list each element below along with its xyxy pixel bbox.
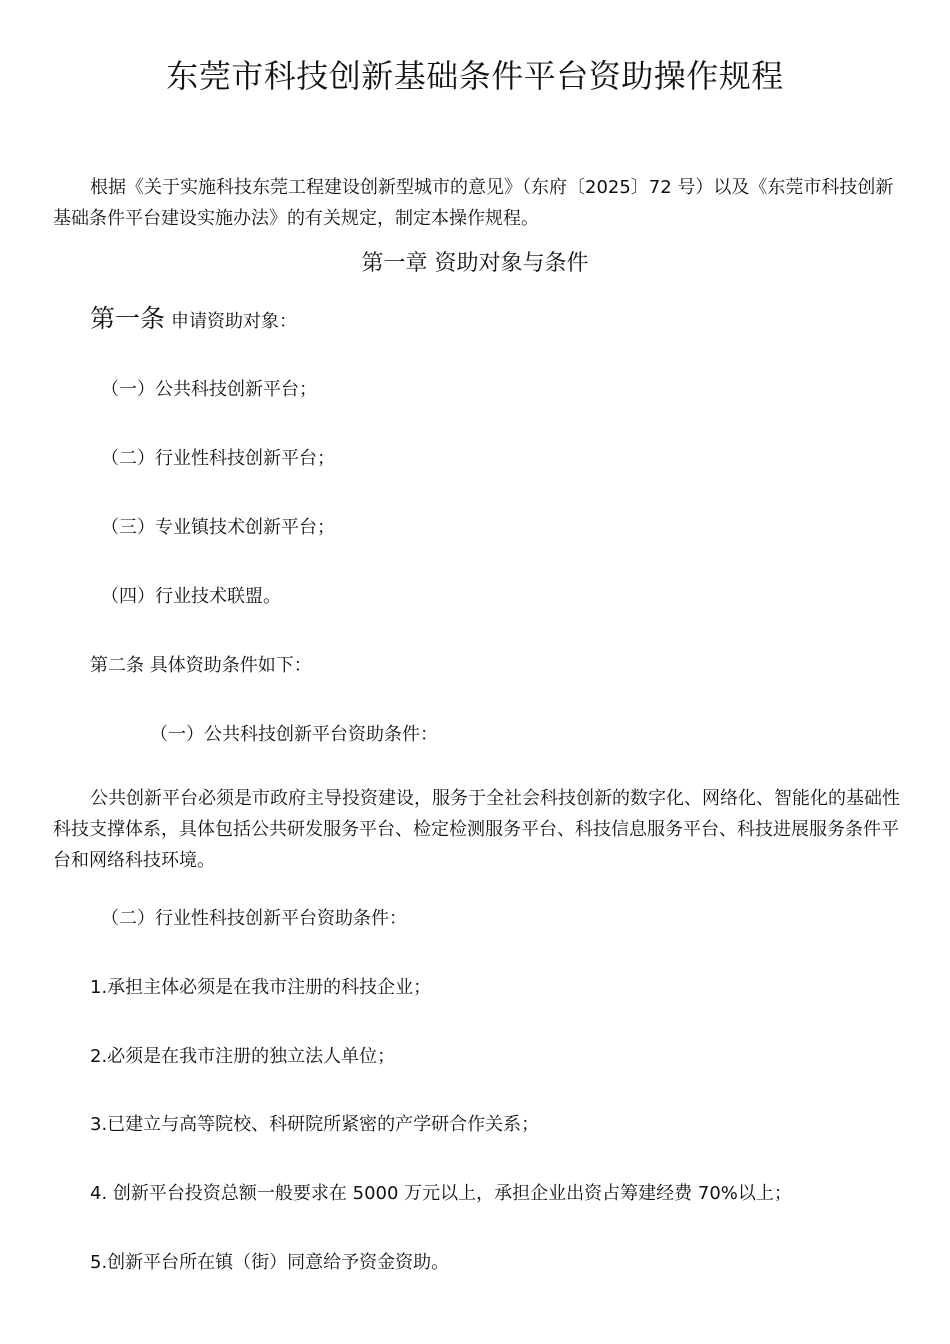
article-1-heading [90,305,297,336]
list-item: （三）专业镇技术创新平台； [101,517,335,538]
article-1-text: 申请资助对象： [171,311,298,332]
list-item: 2.必须是在我市注册的独立法人单位； [90,1046,396,1067]
document-title: 东莞市科技创新基础条件平台资助操作规程 [166,57,784,95]
list-item: 4. 创新平台投资总额一般要求在 5000 万元以上，承担企业出资占筹建经费 70%以上； [90,1183,792,1204]
subsection-1-heading: （一）公共科技创新平台资助条件： [150,724,438,745]
subsection-2-heading: （二）行业性科技创新平台资助条件： [101,908,407,929]
list-item: （四）行业技术联盟。 [101,586,281,607]
chapter-heading: 第一章 资助对象与条件 [361,251,589,276]
subsection-1-body: 公共创新平台必须是市政府主导投资建设，服务于全社会科技创新的数字化、网络化、智能化的基础性科技支撑体系，具体包括公共研发服务平台、检定检测服务平台、科技信息服务平台、科技进展服务条件平台和网络科技环境。 [53,788,900,871]
list-item: 5.创新平台所在镇（街）同意给予资金资助。 [90,1252,450,1273]
list-item: 3.已建立与高等院校、科研院所紧密的产学研合作关系； [90,1114,540,1135]
article-1-label: 第一条 [90,304,166,333]
list-item: （二）行业性科技创新平台； [101,448,335,469]
list-item: （一）公共科技创新平台； [101,379,317,400]
intro-paragraph: 根据《关于实施科技东莞工程建设创新型城市的意见》（东府〔2025〕72 号）以及《东莞市科技创新基础条件平台建设实施办法》的有关规定，制定本操作规程。 [53,177,894,229]
article-2-heading: 第二条 具体资助条件如下： [90,655,312,676]
list-item: 1.承担主体必须是在我市注册的科技企业； [90,977,432,998]
